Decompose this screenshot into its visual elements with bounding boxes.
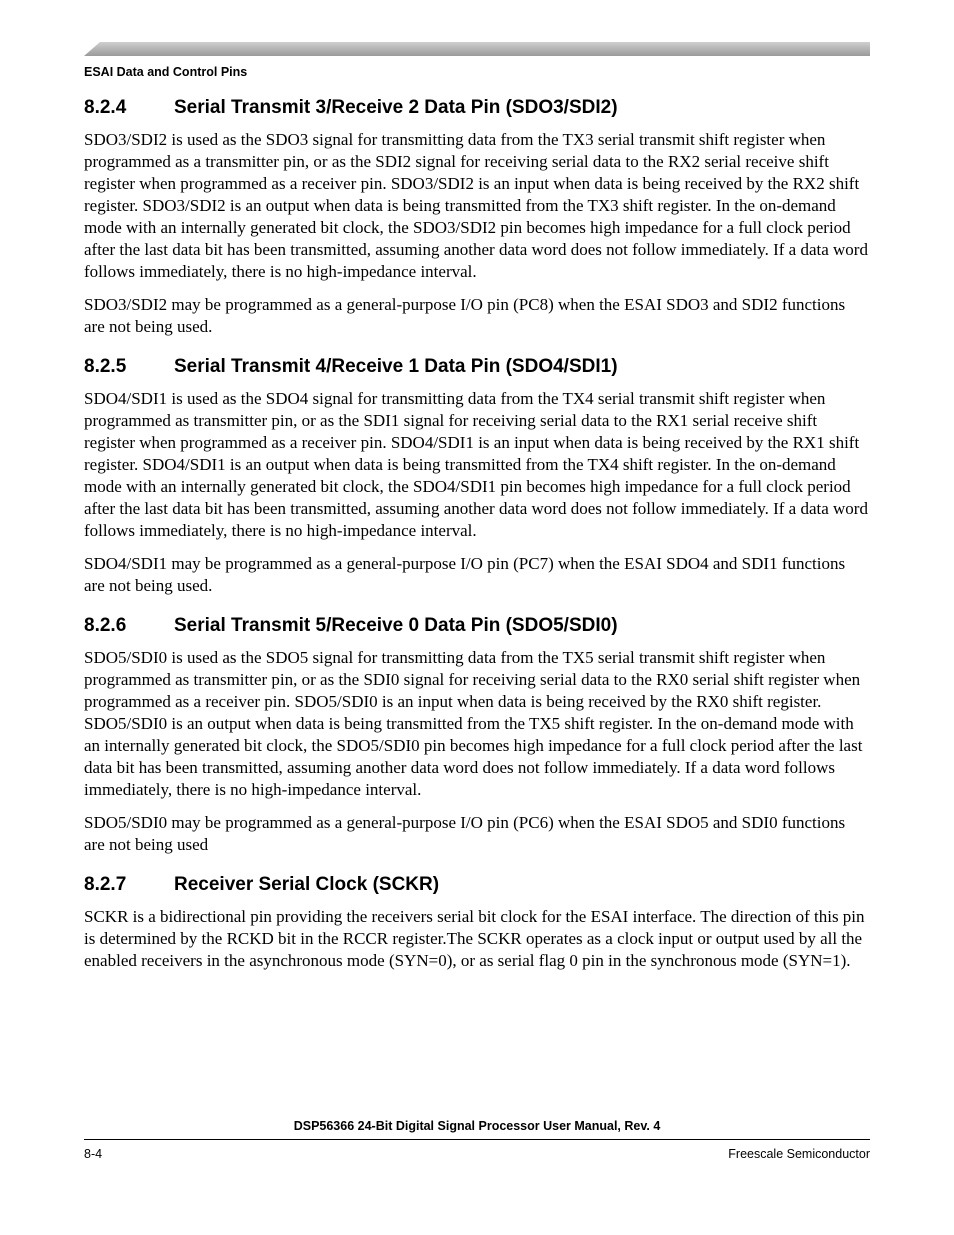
footer-page-number: 8-4 xyxy=(84,1147,103,1161)
page-content xyxy=(84,96,870,989)
header-bar-shape xyxy=(84,42,870,56)
header-bar-graphic xyxy=(84,42,870,56)
body-paragraph: SDO3/SDI2 is used as the SDO3 signal for transmitting data from the TX3 serial transmit shift register when programmed as a transmitter pin, or as the SDI2 signal for receiving serial data to the RX2 serial receive shift register when programmed as a receiver pin. SDO3/SDI2 is an input when data is being received by the RX2 shift register. SDO3/SDI2 is an output when data is being transmitted from the TX3 shift register. In the on-demand mode with an internally generated bit clock, the SDO3/SDI2 pin becomes high impedance for a full clock period after the last data bit has been transmitted, assuming another data word does not follow immediately. If a data word follows immediately, there is no high-impedance interval. xyxy=(84,130,868,281)
body-paragraph: SDO4/SDI1 may be programmed as a general-purpose I/O pin (PC7) when the ESAI SDO4 and SDI1 functions are not being used. xyxy=(84,554,846,595)
section-number: 8.2.5 xyxy=(84,356,127,377)
section-number: 8.2.4 xyxy=(84,97,127,118)
body-paragraph: SDO5/SDI0 may be programmed as a general-purpose I/O pin (PC6) when the ESAI SDO5 and SDI0 functions are not being used xyxy=(84,813,846,854)
section-heading xyxy=(84,614,870,638)
header-decorative-bar xyxy=(84,42,870,56)
section-8-2-7 xyxy=(84,873,870,972)
footer-divider xyxy=(84,1139,870,1140)
footer-company: Freescale Semiconductor xyxy=(728,1147,870,1161)
section-title: Serial Transmit 3/Receive 2 Data Pin (SDO3/SDI2) xyxy=(174,97,618,118)
section-8-2-4 xyxy=(84,96,870,338)
body-paragraph: SDO5/SDI0 is used as the SDO5 signal for transmitting data from the TX5 serial transmit shift register when programmed as transmitter pin, or as the SDI0 signal for receiving serial data to the RX0 serial shift register when programmed as a receiver pin. SDO5/SDI0 is an input when data is being received by the RX0 shift register. SDO5/SDI0 is an output when data is being transmitted from the TX5 shift register. In the on-demand mode with an internally generated bit clock, the SDO5/SDI0 pin becomes high impedance for a full clock period after the last data bit has been transmitted, assuming another data word does not follow immediately. If a data word follows immediately, there is no high-impedance interval. xyxy=(84,648,863,799)
section-number: 8.2.7 xyxy=(84,874,127,895)
section-8-2-6 xyxy=(84,614,870,856)
running-head: ESAI Data and Control Pins xyxy=(84,65,248,79)
section-title: Serial Transmit 5/Receive 0 Data Pin (SDO5/SDI0) xyxy=(174,615,618,636)
body-paragraph: SDO3/SDI2 may be programmed as a general-purpose I/O pin (PC8) when the ESAI SDO3 and SDI2 functions are not being used. xyxy=(84,295,846,336)
section-8-2-5 xyxy=(84,355,870,597)
body-paragraph: SDO4/SDI1 is used as the SDO4 signal for transmitting data from the TX4 serial transmit shift register when programmed as transmitter pin, or as the SDI1 signal for receiving serial data to the RX1 serial receive shift register when programmed as a receiver pin. SDO4/SDI1 is an input when data is being received by the RX1 shift register. SDO4/SDI1 is an output when data is being transmitted from the TX4 shift register. In the on-demand mode with an internally generated bit clock, the SDO4/SDI1 pin becomes high impedance for a full clock period after the last data bit has been transmitted, assuming another data word does not follow immediately. If a data word follows immediately, there is no high-impedance interval. xyxy=(84,389,868,540)
section-heading xyxy=(84,355,870,379)
section-heading xyxy=(84,873,870,897)
section-heading xyxy=(84,96,870,120)
footer-manual-title: DSP56366 24-Bit Digital Signal Processor User Manual, Rev. 4 xyxy=(293,1119,661,1133)
section-title: Receiver Serial Clock (SCKR) xyxy=(174,874,440,895)
body-paragraph: SCKR is a bidirectional pin providing the receivers serial bit clock for the ESAI interface. The direction of this pin is determined by the RCKD bit in the RCCR register.The SCKR operates as a clock input or output used by all the enabled receivers in the asynchronous mode (SYN=0), or as serial flag 0 pin in the synchronous mode (SYN=1). xyxy=(84,907,865,970)
section-title: Serial Transmit 4/Receive 1 Data Pin (SDO4/SDI1) xyxy=(174,356,618,377)
section-number: 8.2.6 xyxy=(84,615,127,636)
